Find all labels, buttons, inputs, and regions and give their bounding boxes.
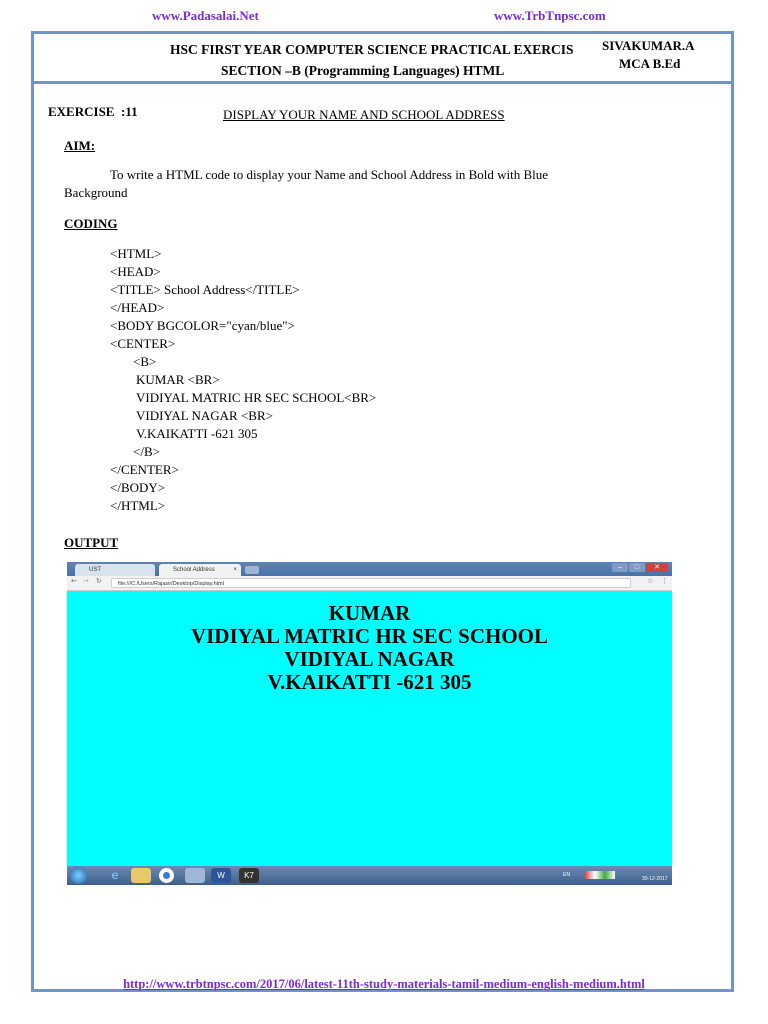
app-icon[interactable] <box>185 868 205 883</box>
output-area: VIDIYAL NAGAR <box>284 647 455 671</box>
code-line: <BODY BGCOLOR="cyan/blue"> <box>110 318 295 333</box>
code-line: </HEAD> <box>110 300 165 315</box>
chrome-icon[interactable] <box>159 868 174 883</box>
code-line: <B> <box>133 354 157 369</box>
browser-tab-ust[interactable] <box>75 564 155 576</box>
exercise-title: DISPLAY YOUR NAME AND SCHOOL ADDRESS <box>223 107 505 122</box>
code-line: <HEAD> <box>110 264 161 279</box>
header-title-line2: SECTION –B (Programming Languages) HTML <box>221 63 505 78</box>
maximize-button[interactable]: □ <box>629 563 645 572</box>
clock-date[interactable]: 30-12-2017 <box>642 876 668 882</box>
output-name: KUMAR <box>328 601 411 625</box>
header-title-line1: HSC FIRST YEAR COMPUTER SCIENCE PRACTICAL EXERCIS <box>170 42 574 57</box>
url-input[interactable]: file:///C:/Users/Rajasir/Desktop/Display.html <box>111 578 631 588</box>
coding-heading: CODING <box>64 216 118 231</box>
code-line: VIDIYAL MATRIC HR SEC SCHOOL<BR> <box>136 390 377 405</box>
tab-close-icon[interactable]: × <box>233 567 237 573</box>
trbtnpsc-link[interactable]: www.TrbTnpsc.com <box>494 8 606 23</box>
browser-address-bar <box>67 576 672 591</box>
file-explorer-icon[interactable] <box>131 868 151 883</box>
author-qualification: MCA B.Ed <box>619 56 681 71</box>
code-line: </HTML> <box>110 498 166 513</box>
word-icon[interactable]: W <box>211 868 231 883</box>
start-button-icon[interactable] <box>70 867 87 884</box>
k7-icon[interactable]: K7 <box>239 868 259 883</box>
output-pincode: V.KAIKATTI -621 305 <box>267 670 472 694</box>
code-line: </B> <box>133 444 160 459</box>
code-line: V.KAIKATTI -621 305 <box>136 426 258 441</box>
code-block <box>110 245 376 515</box>
menu-icon[interactable]: ⋮ <box>661 577 668 585</box>
tab-label: School Address <box>173 567 215 573</box>
exercise-label: EXERCISE :11 <box>48 104 138 119</box>
code-line: VIDIYAL NAGAR <BR> <box>136 408 273 423</box>
reload-icon[interactable]: ↻ <box>96 577 102 585</box>
output-school: VIDIYAL MATRIC HR SEC SCHOOL <box>190 624 549 648</box>
code-line: <CENTER> <box>110 336 176 351</box>
windows-taskbar <box>67 866 672 885</box>
minimize-button[interactable]: – <box>612 563 628 572</box>
tray-icons[interactable] <box>585 871 615 879</box>
browser-tab-school-address[interactable] <box>159 564 241 576</box>
internet-explorer-icon[interactable]: e <box>111 868 119 882</box>
author-name: SIVAKUMAR.A <box>602 38 695 53</box>
code-line: </BODY> <box>110 480 166 495</box>
footer-link[interactable]: http://www.trbtnpsc.com/2017/06/latest-11th-study-materials-tamil-medium-english-medium.html <box>123 977 645 991</box>
bookmark-star-icon[interactable]: ☆ <box>647 577 654 585</box>
output-screenshot <box>67 562 672 885</box>
aim-text-line1: To write a HTML code to display your Name and School Address in Bold with Blue <box>110 167 549 182</box>
close-window-button[interactable]: ✕ <box>646 563 668 572</box>
forward-icon[interactable]: → <box>83 577 89 585</box>
new-tab-button[interactable] <box>245 566 259 574</box>
padasalai-link[interactable]: www.Padasalai.Net <box>152 8 259 23</box>
code-line: </CENTER> <box>110 462 179 477</box>
back-icon[interactable]: ← <box>71 577 77 585</box>
output-heading: OUTPUT <box>64 535 119 550</box>
browser-tab-bar <box>67 562 672 576</box>
tab-label: UST <box>89 567 101 573</box>
code-line: <TITLE> School Address</TITLE> <box>110 282 300 297</box>
code-line: KUMAR <BR> <box>136 372 220 387</box>
aim-text-line2: Background <box>64 185 128 200</box>
code-line: <HTML> <box>110 246 162 261</box>
aim-heading: AIM: <box>64 138 96 153</box>
language-indicator[interactable]: EN <box>563 872 570 878</box>
